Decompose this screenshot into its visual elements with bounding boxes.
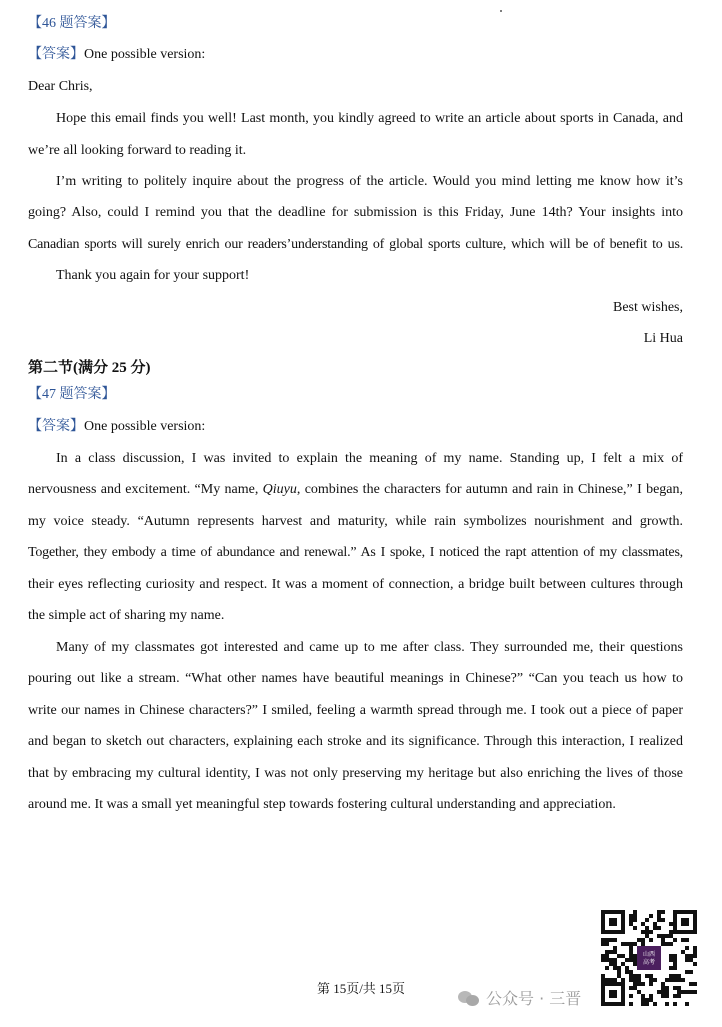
q47-body-line: my voice steady. “Autumn represents harvest and maturity, while rain symbolizes nourishment and growth.	[28, 514, 683, 529]
name-qiuyu: Qiuyu	[262, 482, 297, 497]
q46-body-line: Thank you again for your support!	[56, 268, 250, 283]
q47-body-line: pouring out like a stream. “What other names have beautiful meanings in Chinese?” “Can you teach us how to	[28, 671, 683, 686]
qr-center-text: 山西	[642, 951, 656, 958]
q47-answer-intro: One possible version:	[84, 419, 206, 434]
q47-body-line: the simple act of sharing my name.	[28, 608, 225, 623]
q47-body-line: that by embracing my cultural identity, I was not only preserving my heritage but also enriching the lives of those	[28, 766, 683, 781]
q47-body-line: and began to sketch out characters, explaining each stroke and its significance. Through this interaction, I realized	[28, 734, 683, 749]
q47-answer-label: 【答案】	[28, 419, 84, 434]
q47-body-line	[28, 480, 683, 500]
q47-body-line: Together, they embody a time of abundance and renewal.” As I spoke, I noticed the rapt attention of my classmates,	[28, 545, 683, 560]
q46-body-line: Canadian sports will surely enrich our readers’understanding of global sports culture, which will be of benefit to us.	[28, 237, 683, 252]
q47-body-line: write our names in Chinese characters?” I smiled, feeling a warmth spread through me. I took out a piece of paper	[28, 703, 683, 718]
q47-line2-pre: nervousness and excitement. “My name,	[28, 482, 263, 497]
q46-body-line: we’re all looking forward to reading it.	[28, 143, 247, 158]
q46-heading: 【46 题答案】	[28, 16, 116, 31]
q47-body-line: their eyes reflecting curiosity and respect. It was a moment of connection, a bridge built between cultures through	[28, 577, 683, 592]
q47-heading: 【47 题答案】	[28, 387, 116, 402]
q46-salutation: Dear Chris,	[28, 79, 93, 94]
q46-body-line: going? Also, could I remind you that the deadline for submission is this Friday, June 14th? Your insights into	[28, 205, 683, 220]
q46-answer-intro: One possible version:	[84, 47, 206, 62]
q47-line2-post: , combines the characters for autumn and rain in Chinese,” I began,	[296, 482, 683, 497]
q46-signature: Li Hua	[643, 331, 683, 346]
section-2-title: 第二节(满分 25 分)	[28, 360, 151, 376]
watermark-text: 公众号 · 三晋	[486, 989, 582, 1008]
q47-body-line: around me. It was a small yet meaningful step towards fostering cultural understanding and appreciation.	[28, 797, 616, 812]
q46-body-line: Hope this email finds you well! Last month, you kindly agreed to write an article about sports in Canada, and	[56, 111, 683, 126]
svg-text:高考: 高考	[642, 959, 656, 966]
q46-answer-line	[28, 45, 683, 65]
page-number: 第 15页/共 15页	[316, 981, 406, 996]
q47-body-line: Many of my classmates got interested and came up to me after class. They surrounded me, their questions	[56, 640, 683, 655]
stray-mark	[500, 10, 502, 12]
q46-answer-label: 【答案】	[28, 47, 84, 62]
qr-code	[601, 910, 697, 1006]
q47-body-line: In a class discussion, I was invited to explain the meaning of my name. Standing up, I felt a mix of	[56, 451, 683, 466]
q47-answer-line	[28, 417, 683, 437]
q46-body-line: I’m writing to politely inquire about the progress of the article. Would you mind letting me know how it’s	[56, 174, 683, 189]
wechat-icon	[458, 989, 480, 1007]
watermark	[458, 986, 581, 1009]
q46-closing: Best wishes,	[613, 300, 683, 315]
